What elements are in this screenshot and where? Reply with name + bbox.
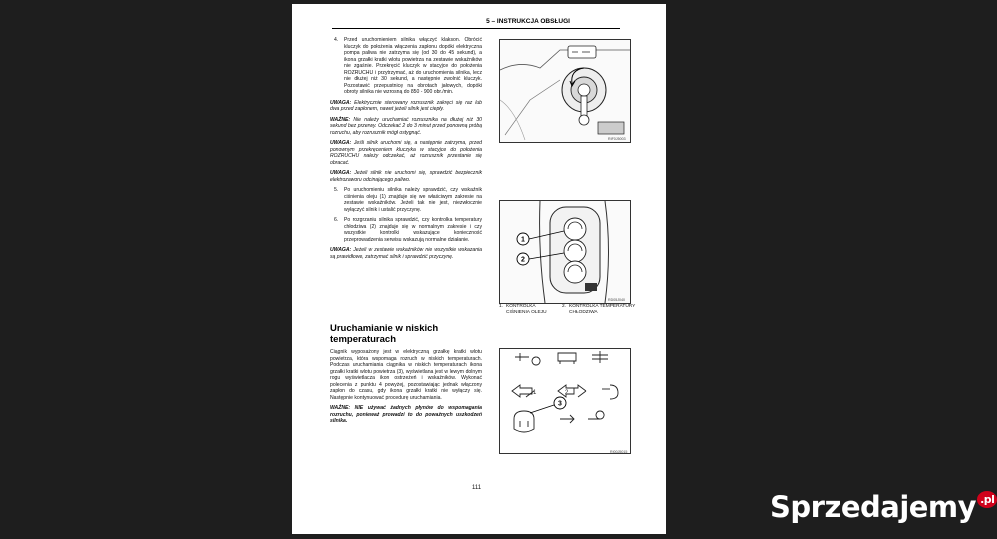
step-number: 5. xyxy=(334,187,339,194)
gauge-illustration xyxy=(500,201,630,303)
note-wazne-1: WAŻNE: Nie należy uruchamiać rozrusznika na dłużej niż 30 sekund bez przerwy. Odczekać 2 do 3 minut przed ponowną próbą rozruchu, aby rozrusznik mógł ostygnąć. xyxy=(330,116,482,136)
section-paragraph: Ciągnik wyposażony jest w elektryczną grzałkę kratki wlotu powietrza, która wspomaga rozruch w niskich temperaturach. Podczas uruchamiania ciągnika w niskich temperaturach ikona grzałki kratki wlotu powietrza (3), wyświetlana jest w lewym dolnym rogu wyświetlacza ikon ostrzeżeń i wskaźników. Wykonać polecenia z punktu 4 powyżej, pozostawiając jednak włączony zapłon do czasu, gdy ikona grzałki kratki nie wyłączy się. Następnie kontynuować procedurę uruchamiania. xyxy=(330,349,482,401)
figure-code: RD05J040 xyxy=(608,298,625,302)
note-uwaga-2: UWAGA: Jeśli silnik uruchomi się, a następnie zatrzyma, przed ponownym przekręceniem kluczyka w stacyjce do położenia ROZRUCHU należy odczekać, aż rozrusznik przestanie się obracać. xyxy=(330,140,482,166)
page-number: 111 xyxy=(472,485,482,491)
step-number: 4. xyxy=(334,37,339,43)
svg-text:1: 1 xyxy=(533,390,537,396)
ignition-illustration xyxy=(500,40,630,142)
left-column xyxy=(330,37,482,264)
icons-illustration xyxy=(500,349,630,453)
svg-text:2: 2 xyxy=(565,390,569,396)
gauge-cluster-figure xyxy=(499,200,631,304)
caption-2: 2. KONTROLKA TEMPERATURY CHŁODZIWA xyxy=(562,304,636,315)
figure-code: RI00J5015 xyxy=(610,450,628,454)
note-wazne-2: WAŻNE: NIE używać żadnych płynów do wspomagania rozruchu, ponieważ prowadzi to do poważnych uszkodzeń silnika. xyxy=(330,405,482,425)
note-uwaga-1: UWAGA: Elektrycznie sterowany rozrusznik zakręci się raz lub dwa przed zapłonem, nawet jeżeli silnik jest ciepły. xyxy=(330,99,482,113)
page-header xyxy=(332,18,620,29)
section-title: 5 – INSTRUKCJA OBSŁUGI xyxy=(486,18,570,25)
step-6 xyxy=(334,217,482,243)
callout-3: 3 xyxy=(558,400,562,408)
manual-page xyxy=(292,4,666,534)
step-number: 6. xyxy=(334,217,339,224)
caption-1: 1. KONTROLKA CIŚNIENIA OLEJU xyxy=(499,304,547,315)
step-text: Po uruchomieniu silnika należy sprawdzić, czy wskaźnik ciśnienia oleju (1) znajduje się we właściwym zakresie na zestawie wskaźników. Jeżeli tak nie jest, niezwłocznie wyłączyć silnik i ustalić przyczynę. xyxy=(344,187,482,213)
callout-2: 2 xyxy=(521,256,525,264)
ignition-switch-figure xyxy=(499,39,631,143)
callout-1: 1 xyxy=(521,236,525,244)
note-uwaga-4: UWAGA: Jeżeli w zestawie wskaźników nie wszystkie wskazania są prawidłowe, zatrzymać silnik i sprawdzić przyczynę. xyxy=(330,247,483,260)
note-uwaga-3: UWAGA: Jeżeli silnik nie uruchomi się, sprawdzić bezpiecznik elektrozaworu odcinającego paliwo. xyxy=(330,170,482,183)
section-heading: Uruchamianie w niskich temperaturach xyxy=(330,323,439,345)
step-text: Przed uruchomieniem silnika włączyć klakson. Obrócić kluczyk do położenia włączenia zapłonu dopóki elektryczna pompa paliwa nie zatrzyma się (od 30 do 45 sekund), a ikona grzałki kratki wlotu powietrza na zestawie wskaźników nie zgaśnie. Przekręcić kluczyk w stacyjce do położenia ROZRUCHU i przytrzymać, aż do uruchomienia silnika, lecz nie dłużej niż 30 sekund, a następnie zwolnić kluczyk. Pozostawić przepustnicę na obrotach jałowych, dopóki obroty silnika nie wzrosną do 850 - 900 obr./min. xyxy=(344,37,482,96)
warning-icons-figure xyxy=(499,348,631,454)
step-4 xyxy=(334,37,482,96)
section-body xyxy=(330,349,482,429)
watermark-logo xyxy=(770,490,997,524)
step-5 xyxy=(334,187,482,213)
watermark-brand: Sprzedajemy xyxy=(770,490,977,524)
figure-code: RIF0J5003 xyxy=(608,137,626,141)
watermark-tld: .pl xyxy=(977,491,997,508)
step-text: Po rozgrzaniu silnika sprawdzić, czy kontrolka temperatury chłodziwa (2) znajduje się w normalnym zakresie i czy wszystkie kontrolki wskazujące konieczność przeprowadzenia serwisu wskazują normalne działanie. xyxy=(344,217,482,243)
